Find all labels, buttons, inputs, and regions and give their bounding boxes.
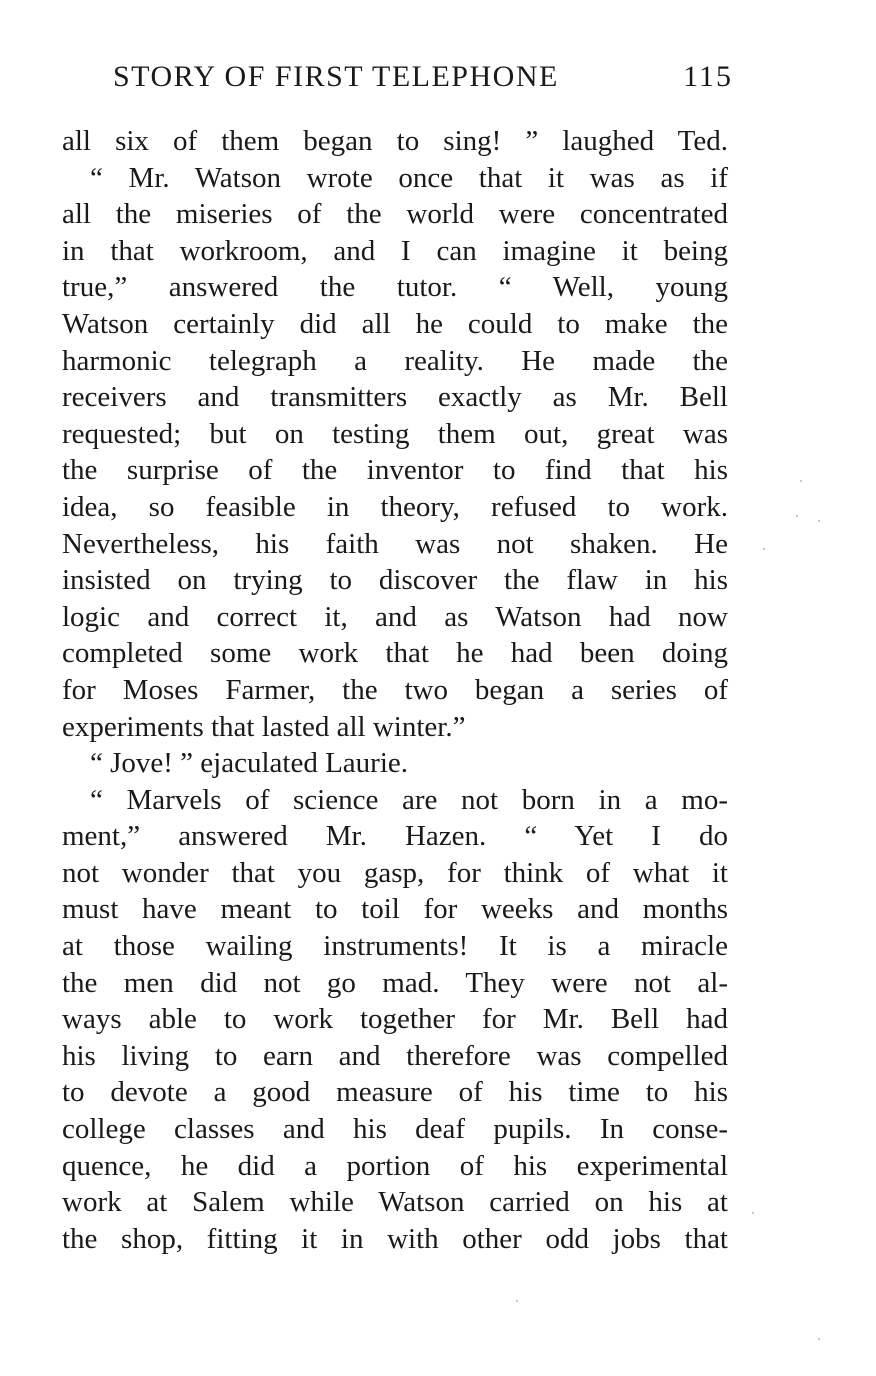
running-title: STORY OF FIRST TELEPHONE: [113, 60, 559, 93]
text-line: “ Marvels of science are not born in a mo-: [90, 783, 728, 816]
text-line: in that workroom, and I can imagine it being: [62, 234, 728, 267]
text-line: all the miseries of the world were concentrated: [62, 198, 728, 231]
page-number: 115: [683, 60, 733, 93]
running-head: [113, 60, 733, 100]
text-line: logic and correct it, and as Watson had now: [62, 600, 728, 633]
paper-speck: [800, 480, 802, 482]
text-line: the surprise of the inventor to find that his: [62, 454, 728, 487]
text-line: for Moses Farmer, the two began a series of: [62, 673, 728, 706]
paper-speck: [752, 1212, 754, 1214]
paper-speck: [818, 1338, 820, 1340]
text-line: harmonic telegraph a reality. He made the: [62, 344, 728, 377]
text-line: Nevertheless, his faith was not shaken. He: [62, 527, 728, 560]
text-line: true,” answered the tutor. “ Well, young: [62, 271, 728, 304]
text-line: ment,” answered Mr. Hazen. “ Yet I do: [62, 820, 728, 853]
text-line: all six of them began to sing! ” laughed Ted.: [62, 125, 728, 157]
text-line: the men did not go mad. They were not al-: [62, 966, 728, 999]
text-line: Watson certainly did all he could to make the: [62, 307, 728, 340]
text-line: insisted on trying to discover the flaw in his: [62, 564, 728, 597]
text-line: “ Jove! ” ejaculated Laurie.: [90, 747, 409, 780]
text-line: to devote a good measure of his time to his: [62, 1076, 728, 1109]
paper-speck: [516, 1300, 518, 1302]
text-line: must have meant to toil for weeks and months: [62, 893, 728, 926]
text-line: experiments that lasted all winter.”: [62, 710, 466, 743]
text-line: quence, he did a portion of his experimental: [62, 1149, 728, 1182]
text-line: the shop, fitting it in with other odd jobs that: [62, 1222, 728, 1255]
text-line: college classes and his deaf pupils. In conse-: [62, 1113, 728, 1146]
text-line: requested; but on testing them out, great was: [62, 417, 728, 450]
text-line: idea, so feasible in theory, refused to work.: [62, 490, 728, 523]
body-text: [62, 123, 728, 1257]
text-line: receivers and transmitters exactly as Mr. Bell: [62, 381, 728, 414]
text-line: his living to earn and therefore was compelled: [62, 1039, 728, 1072]
text-line: not wonder that you gasp, for think of what it: [62, 856, 728, 889]
paper-speck: [763, 548, 765, 550]
paper-speck: [796, 515, 798, 517]
text-line: completed some work that he had been doing: [62, 637, 728, 670]
text-line: ways able to work together for Mr. Bell had: [62, 1003, 728, 1036]
paper-speck: [818, 520, 820, 522]
text-line: at those wailing instruments! It is a miracle: [62, 930, 728, 963]
text-line: “ Mr. Watson wrote once that it was as if: [90, 161, 728, 194]
text-line: work at Salem while Watson carried on his at: [62, 1186, 728, 1219]
